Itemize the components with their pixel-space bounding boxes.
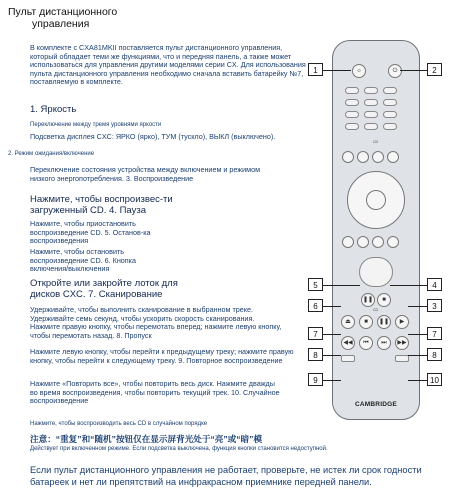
- callout-5: 5: [308, 278, 323, 291]
- remote-small-button[interactable]: [364, 111, 378, 118]
- remote-round-button[interactable]: [342, 151, 354, 163]
- callout-8-right: 8: [427, 348, 442, 361]
- remote-small-button[interactable]: [345, 111, 359, 118]
- callout-3: 3: [427, 299, 442, 312]
- eject-button[interactable]: [341, 315, 355, 329]
- callout-1: 1: [308, 63, 323, 76]
- remote-round-button[interactable]: [357, 151, 369, 163]
- stop-button-2[interactable]: [359, 315, 373, 329]
- remote-small-button[interactable]: [345, 87, 359, 94]
- brightness-subtitle: Переключение между тремя уровнями яркости: [30, 122, 162, 128]
- callout-line: [323, 306, 341, 307]
- remote-small-button[interactable]: [364, 99, 378, 106]
- standby-text: Переключение состояния устройства между включением и режимом низкого энергопотребления. 3. Воспроизведение: [30, 165, 261, 183]
- scan-forward-button[interactable]: [395, 336, 409, 350]
- stop-icon: ■: [382, 297, 386, 303]
- stop-icon: ■: [364, 319, 368, 325]
- remote-small-button[interactable]: [364, 87, 378, 94]
- callout-7-right: 7: [427, 327, 442, 340]
- remote-cd-label-2: CD: [373, 308, 379, 312]
- skip-back-icon: ⏮: [363, 340, 369, 346]
- volume-rocker[interactable]: [359, 257, 393, 287]
- brightness-text: Подсветка дисплея CXC: ЯРКО (ярко), ТУМ (тускло), ВЫКЛ (выключено).: [30, 132, 276, 141]
- tray-heading: Откройте или закройте лоток для дисков CXC. 7. Сканирование: [30, 278, 178, 300]
- callout-line: [390, 285, 427, 286]
- standby-button[interactable]: [388, 64, 402, 78]
- remote-round-button[interactable]: [357, 236, 369, 248]
- fast-forward-icon: ▶▶: [397, 340, 407, 346]
- pause-icon: ❚❚: [362, 297, 374, 303]
- play-icon: ▶: [399, 319, 405, 325]
- remote-round-button[interactable]: [342, 236, 354, 248]
- stop-button[interactable]: [377, 293, 391, 307]
- skip-back-button[interactable]: [359, 336, 373, 350]
- skip-forward-button[interactable]: [377, 336, 391, 350]
- battery-warning: Если пульт дистанционного управления не работает, проверьте, не истек ли срок годности батареек и нет ли препятствий на инфракрасном приемнике передней панели.: [30, 465, 422, 487]
- title-line-2: управления: [32, 18, 90, 30]
- remote-round-button[interactable]: [372, 236, 384, 248]
- scan-back-button[interactable]: [341, 336, 355, 350]
- callout-6: 6: [308, 299, 323, 312]
- rewind-icon: ◀◀: [343, 340, 353, 346]
- title-line-1: Пульт дистанционного: [8, 6, 118, 18]
- play-heading: Нажмите, чтобы воспроизвес-ти загруженный CD. 4. Пауза: [30, 194, 173, 216]
- pause-button-2[interactable]: [377, 315, 391, 329]
- callout-2: 2: [427, 63, 442, 76]
- remote-small-button[interactable]: [364, 123, 378, 130]
- remote-round-button[interactable]: [372, 151, 384, 163]
- repeat-button[interactable]: [341, 355, 355, 362]
- remote-small-button[interactable]: [345, 123, 359, 130]
- remote-small-button[interactable]: [383, 123, 397, 130]
- brightness-heading: 1. Яркость: [30, 104, 77, 115]
- callout-7-left: 7: [308, 327, 323, 340]
- callout-line: [408, 306, 427, 307]
- remote-control-illustration: [332, 40, 420, 420]
- callout-line: [400, 70, 427, 71]
- callout-line: [323, 70, 351, 71]
- pause-icon: ❚❚: [378, 319, 390, 325]
- callout-8-left: 8: [308, 348, 323, 361]
- skip-text: Нажмите левую кнопку, чтобы перейти к предыдущему треку; нажмите правую кнопку, чтобы перейти к следующему треку. 9. Повторное воспроизведение: [30, 347, 294, 365]
- remote-small-button[interactable]: [383, 99, 397, 106]
- remote-small-button[interactable]: [383, 111, 397, 118]
- stop-text: Нажмите, чтобы остановить воспроизведение CD. 6. Кнопка включения/выключения: [30, 247, 136, 274]
- brightness-button[interactable]: [352, 64, 366, 78]
- callout-line: [323, 334, 341, 335]
- nav-ok-button[interactable]: [366, 190, 386, 210]
- callout-line: [408, 380, 427, 381]
- callout-9: 9: [308, 373, 323, 386]
- remote-small-button[interactable]: [383, 87, 397, 94]
- skip-forward-icon: ⏭: [381, 340, 387, 346]
- callout-4: 4: [427, 278, 442, 291]
- random-button[interactable]: [395, 355, 409, 362]
- repeat-text: Нажмите «Повторить все», чтобы повторить весь диск. Нажмите дважды во время воспроизведения, чтобы повторить текущий трек. 10. Случайное воспроизведение: [30, 379, 280, 406]
- callout-line: [323, 380, 341, 381]
- remote-small-button[interactable]: [345, 99, 359, 106]
- pause-button[interactable]: [361, 293, 375, 307]
- standby-label: 2. Режим ожидания/включение: [8, 151, 95, 157]
- callout-10: 10: [427, 373, 442, 386]
- remote-round-button[interactable]: [387, 236, 399, 248]
- eject-icon: ⏏: [345, 319, 351, 325]
- remote-round-button[interactable]: [387, 151, 399, 163]
- scan-text: Удерживайте, чтобы выполнить сканирование в выбранном треке. Удерживайте семь секунд, чтобы ускорить скорость сканирования. Нажмите правую кнопку, чтобы перемотать вперед; нажмите левую кнопку, чтобы перемотать назад. 8. Пропуск: [30, 305, 282, 340]
- page-title: [8, 6, 117, 30]
- note-chinese: 注意：“重复”和“随机”按钮仅在显示屏背光处于“亮”或“暗”模: [30, 434, 263, 444]
- callout-line: [408, 355, 427, 356]
- callout-line: [323, 355, 341, 356]
- intro-paragraph: В комплекте с CXA81MKII поставляется пульт дистанционного управления, который обладает теми же функциями, что и передняя панель, а также может использоваться для управления другими моделями серии CX. Для использования пульта дистанционного управления необходимо сначала вставить батарейку №7, поставляемую в комплекте.: [30, 43, 306, 87]
- callout-line: [408, 334, 427, 335]
- callout-line: [323, 285, 360, 286]
- random-subtitle: Нажмите, чтобы воспроизводить весь CD в случайном порядке: [30, 421, 208, 427]
- note-russian: Действует при включенном режиме. Если подсветка выключена, функция кнопки становится недоступной.: [30, 446, 328, 452]
- play-button[interactable]: [395, 315, 409, 329]
- power-icon: ⏻: [392, 68, 398, 74]
- brightness-icon: ☼: [356, 68, 362, 74]
- pause-text: Нажмите, чтобы приостановить воспроизведение CD. 5. Останов-ка воспроизведения: [30, 219, 151, 246]
- brand-logo: CAMBRIDGE: [355, 401, 397, 408]
- remote-cd-label: CD: [373, 140, 379, 144]
